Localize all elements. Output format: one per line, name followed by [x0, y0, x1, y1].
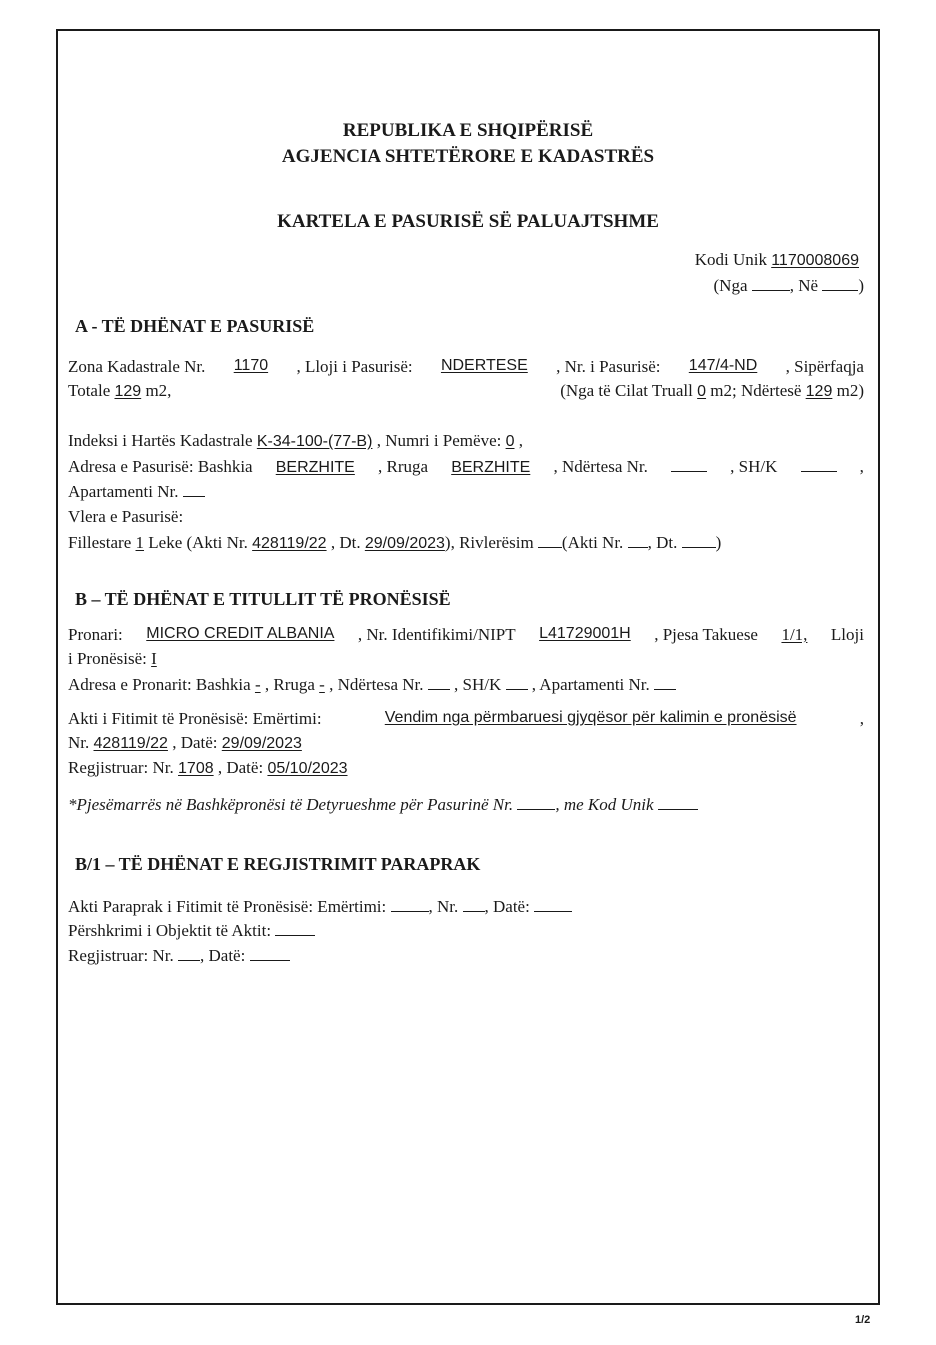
pronar-apartamenti-blank: [654, 689, 676, 690]
regjistruar-date-label: , Datë:: [217, 758, 264, 777]
totale-unit: m2,: [145, 381, 172, 400]
apartamenti-label: Apartamenti Nr.: [68, 482, 179, 501]
pronar-ndertesa-label: , Ndërtesa Nr.: [329, 675, 424, 694]
pronar-apartamenti-label: , Apartamenti Nr.: [531, 675, 650, 694]
pronar-rruga-value: -: [319, 675, 325, 694]
akti-fitimit-end: ,: [859, 709, 864, 728]
kodi-unik-value: 1170008069: [771, 252, 859, 269]
akti-paraprak-line: [68, 897, 572, 917]
regjistruar-date: 05/10/2023: [267, 760, 348, 777]
akti-paraprak-date-blank: [534, 911, 572, 912]
akti-date-value: 29/09/2023: [221, 735, 302, 752]
dt-value: 29/09/2023: [364, 535, 445, 552]
pjesemarres-blank: [517, 809, 555, 810]
zona-label: Zona Kadastrale Nr.: [68, 357, 206, 376]
zona-line: [68, 357, 864, 377]
shk-label: , SH/K: [730, 457, 778, 476]
pershkrimi-label: Përshkrimi i Objektit të Aktit:: [68, 921, 272, 940]
indeksi-value: K-34-100-(77-B): [256, 433, 373, 450]
lloji-value: NDERTESE: [440, 357, 528, 374]
truall-line: [560, 381, 864, 401]
pjesemarres-text: *Pjesëmarrës në Bashkëpronësi të Detyrueshme për Pasurinë Nr.: [68, 795, 514, 814]
akti-paraprak-nr-label: , Nr.: [428, 897, 459, 916]
pronar-bashkia-value: -: [254, 675, 261, 694]
kodi-unik-line: [695, 250, 859, 270]
section-b1-heading: B/1 – TË DHËNAT E REGJISTRIMIT PARAPRAK: [75, 854, 481, 874]
akti-fitimit-line: [68, 709, 864, 729]
regjistruar-line: [68, 758, 348, 778]
totale-line: [68, 381, 171, 401]
fillestare-value: 1: [135, 533, 145, 552]
kodi-close: ): [858, 276, 864, 295]
leke-label: Leke (Akti Nr.: [148, 533, 248, 552]
header-agency: AGJENCIA SHTETËRORE E KADASTRËS: [281, 146, 655, 167]
adresa-pasurise-label: Adresa e Pasurisë: Bashkia: [68, 457, 253, 476]
vlera-label: Vlera e Pasurisë:: [68, 507, 184, 526]
pershkrimi-blank: [275, 935, 315, 936]
ndertesa-blank: [671, 471, 707, 472]
lloji-pronesise-label2: i Pronësisë:: [68, 649, 147, 668]
kodi-nga-ne-line: [714, 276, 864, 296]
pershkrimi-line: [68, 921, 315, 941]
pemeve-value: 0: [505, 433, 515, 450]
akti-nr-value: 428119/22: [252, 535, 327, 552]
b1-regjistruar-line: [68, 946, 290, 966]
totale-label: Totale: [68, 381, 111, 400]
regjistruar-nr: 1708: [178, 760, 214, 777]
indeksi-line: [68, 431, 523, 451]
apartamenti-blank: [183, 496, 205, 497]
rivleresim-blank: [538, 547, 562, 548]
akti-paraprak-blank: [391, 911, 429, 912]
document-title: KARTELA E PASURISË SË PALUAJTSHME: [277, 211, 659, 232]
nga-blank: [752, 290, 790, 291]
nd-unit: m2): [836, 381, 864, 400]
truall-unit: m2; Ndërtesë: [710, 381, 802, 400]
akti2-label: (Akti Nr.: [561, 533, 624, 552]
nd-value: 129: [805, 383, 833, 400]
b1-regjistruar-date-blank: [250, 960, 290, 961]
akti-fitimit-label: Akti i Fitimit të Pronësisë: Emërtimi:: [68, 709, 322, 728]
akti-nr-label: Nr.: [68, 733, 90, 752]
pjesa-label: , Pjesa Takuese: [654, 625, 758, 644]
ndertesa-label: , Ndërtesa Nr.: [553, 457, 648, 476]
fillestare-label: Fillestare: [68, 533, 132, 552]
indeksi-label: Indeksi i Hartës Kadastrale: [68, 431, 253, 450]
apartamenti-line: [68, 482, 205, 502]
akti-date-label: , Datë:: [172, 733, 218, 752]
dt2-label: , Dt.: [647, 533, 678, 552]
rruga-value: BERZHITE: [451, 459, 531, 476]
shk-blank: [801, 471, 837, 472]
ne-label: , Në: [789, 276, 819, 295]
akti-paraprak-label: Akti Paraprak i Fitimit të Pronësisë: Emërtimi:: [68, 897, 387, 916]
lloji-pronesise-line: [68, 649, 157, 669]
b1-regjistruar-date-label: , Datë:: [200, 946, 246, 965]
lloji-pronesise-value: I: [151, 649, 157, 668]
adresa-pronarit-label: Adresa e Pronarit: Bashkia: [68, 675, 251, 694]
truall-value: 0: [697, 383, 707, 400]
pronar-shk-blank: [506, 689, 528, 690]
fillestare-close: ): [715, 533, 722, 552]
section-b-heading: B – TË DHËNAT E TITULLIT TË PRONËSISË: [75, 589, 451, 609]
dt-label: , Dt.: [330, 533, 361, 552]
ne-blank: [822, 290, 858, 291]
b1-regjistruar-label: Regjistruar: Nr.: [68, 946, 174, 965]
bashkia-value: BERZHITE: [275, 459, 355, 476]
pronar-rruga-label: , Rruga: [264, 675, 315, 694]
nga-label: (Nga: [713, 276, 748, 295]
page-number: 1/2: [855, 1314, 871, 1326]
header-republic: REPUBLIKA E SHQIPËRISË: [342, 120, 594, 141]
kod-unik-blank: [658, 809, 698, 810]
bashkepronesi-line: [68, 795, 698, 815]
regjistruar-label: Regjistruar: Nr.: [68, 758, 174, 777]
akti-nr-line: [68, 733, 302, 753]
pronar-ndertesa-blank: [428, 689, 450, 690]
akti2-blank: [628, 547, 648, 548]
rruga-label: , Rruga: [378, 457, 429, 476]
adresa-comma: ,: [859, 457, 864, 476]
zona-value: 1170: [233, 357, 269, 374]
adresa-pronarit-line: [68, 675, 676, 695]
truall-label: (Nga të Cilat Truall: [560, 381, 693, 400]
lloji-pronesise-label: Lloji: [830, 625, 864, 644]
pronari-value: MICRO CREDIT ALBANIA: [146, 625, 335, 642]
akti-paraprak-date-label: , Datë:: [484, 897, 530, 916]
nr-pasurise-value: 147/4-ND: [688, 357, 758, 374]
pronari-line: [68, 625, 864, 645]
totale-value: 129: [114, 383, 142, 400]
pemeve-label: , Numri i Pemëve:: [376, 431, 502, 450]
pronari-label: Pronari:: [68, 625, 123, 644]
nr-pasurise-label: , Nr. i Pasurisë:: [556, 357, 661, 376]
nipt-value: L41729001H: [539, 625, 631, 642]
kodi-unik-label: Kodi Unik: [694, 250, 767, 269]
pronar-shk-label: , SH/K: [454, 675, 502, 694]
rivleresim-label: ), Rivlerësim: [444, 533, 534, 552]
adresa-pasurise-line: [68, 457, 864, 477]
fillestare-line: [68, 533, 721, 553]
akti-nr-value-b: 428119/22: [93, 735, 168, 752]
section-a-heading: A - TË DHËNAT E PASURISË: [75, 316, 315, 336]
lloji-label: , Lloji i Pasurisë:: [296, 357, 413, 376]
pjesa-value: 1/1,: [781, 625, 808, 644]
b1-regjistruar-nr-blank: [178, 960, 200, 961]
nipt-label: , Nr. Identifikimi/NIPT: [357, 625, 516, 644]
kod-unik-text: , me Kod Unik: [555, 795, 654, 814]
akti-fitimit-value: Vendim nga përmbaruesi gjyqësor për kalimin e pronësisë: [384, 709, 797, 726]
siperfaqja-label: , Sipërfaqja: [785, 357, 864, 376]
pemeve-end: ,: [518, 431, 523, 450]
dt2-blank: [682, 547, 716, 548]
akti-paraprak-nr-blank: [463, 911, 485, 912]
